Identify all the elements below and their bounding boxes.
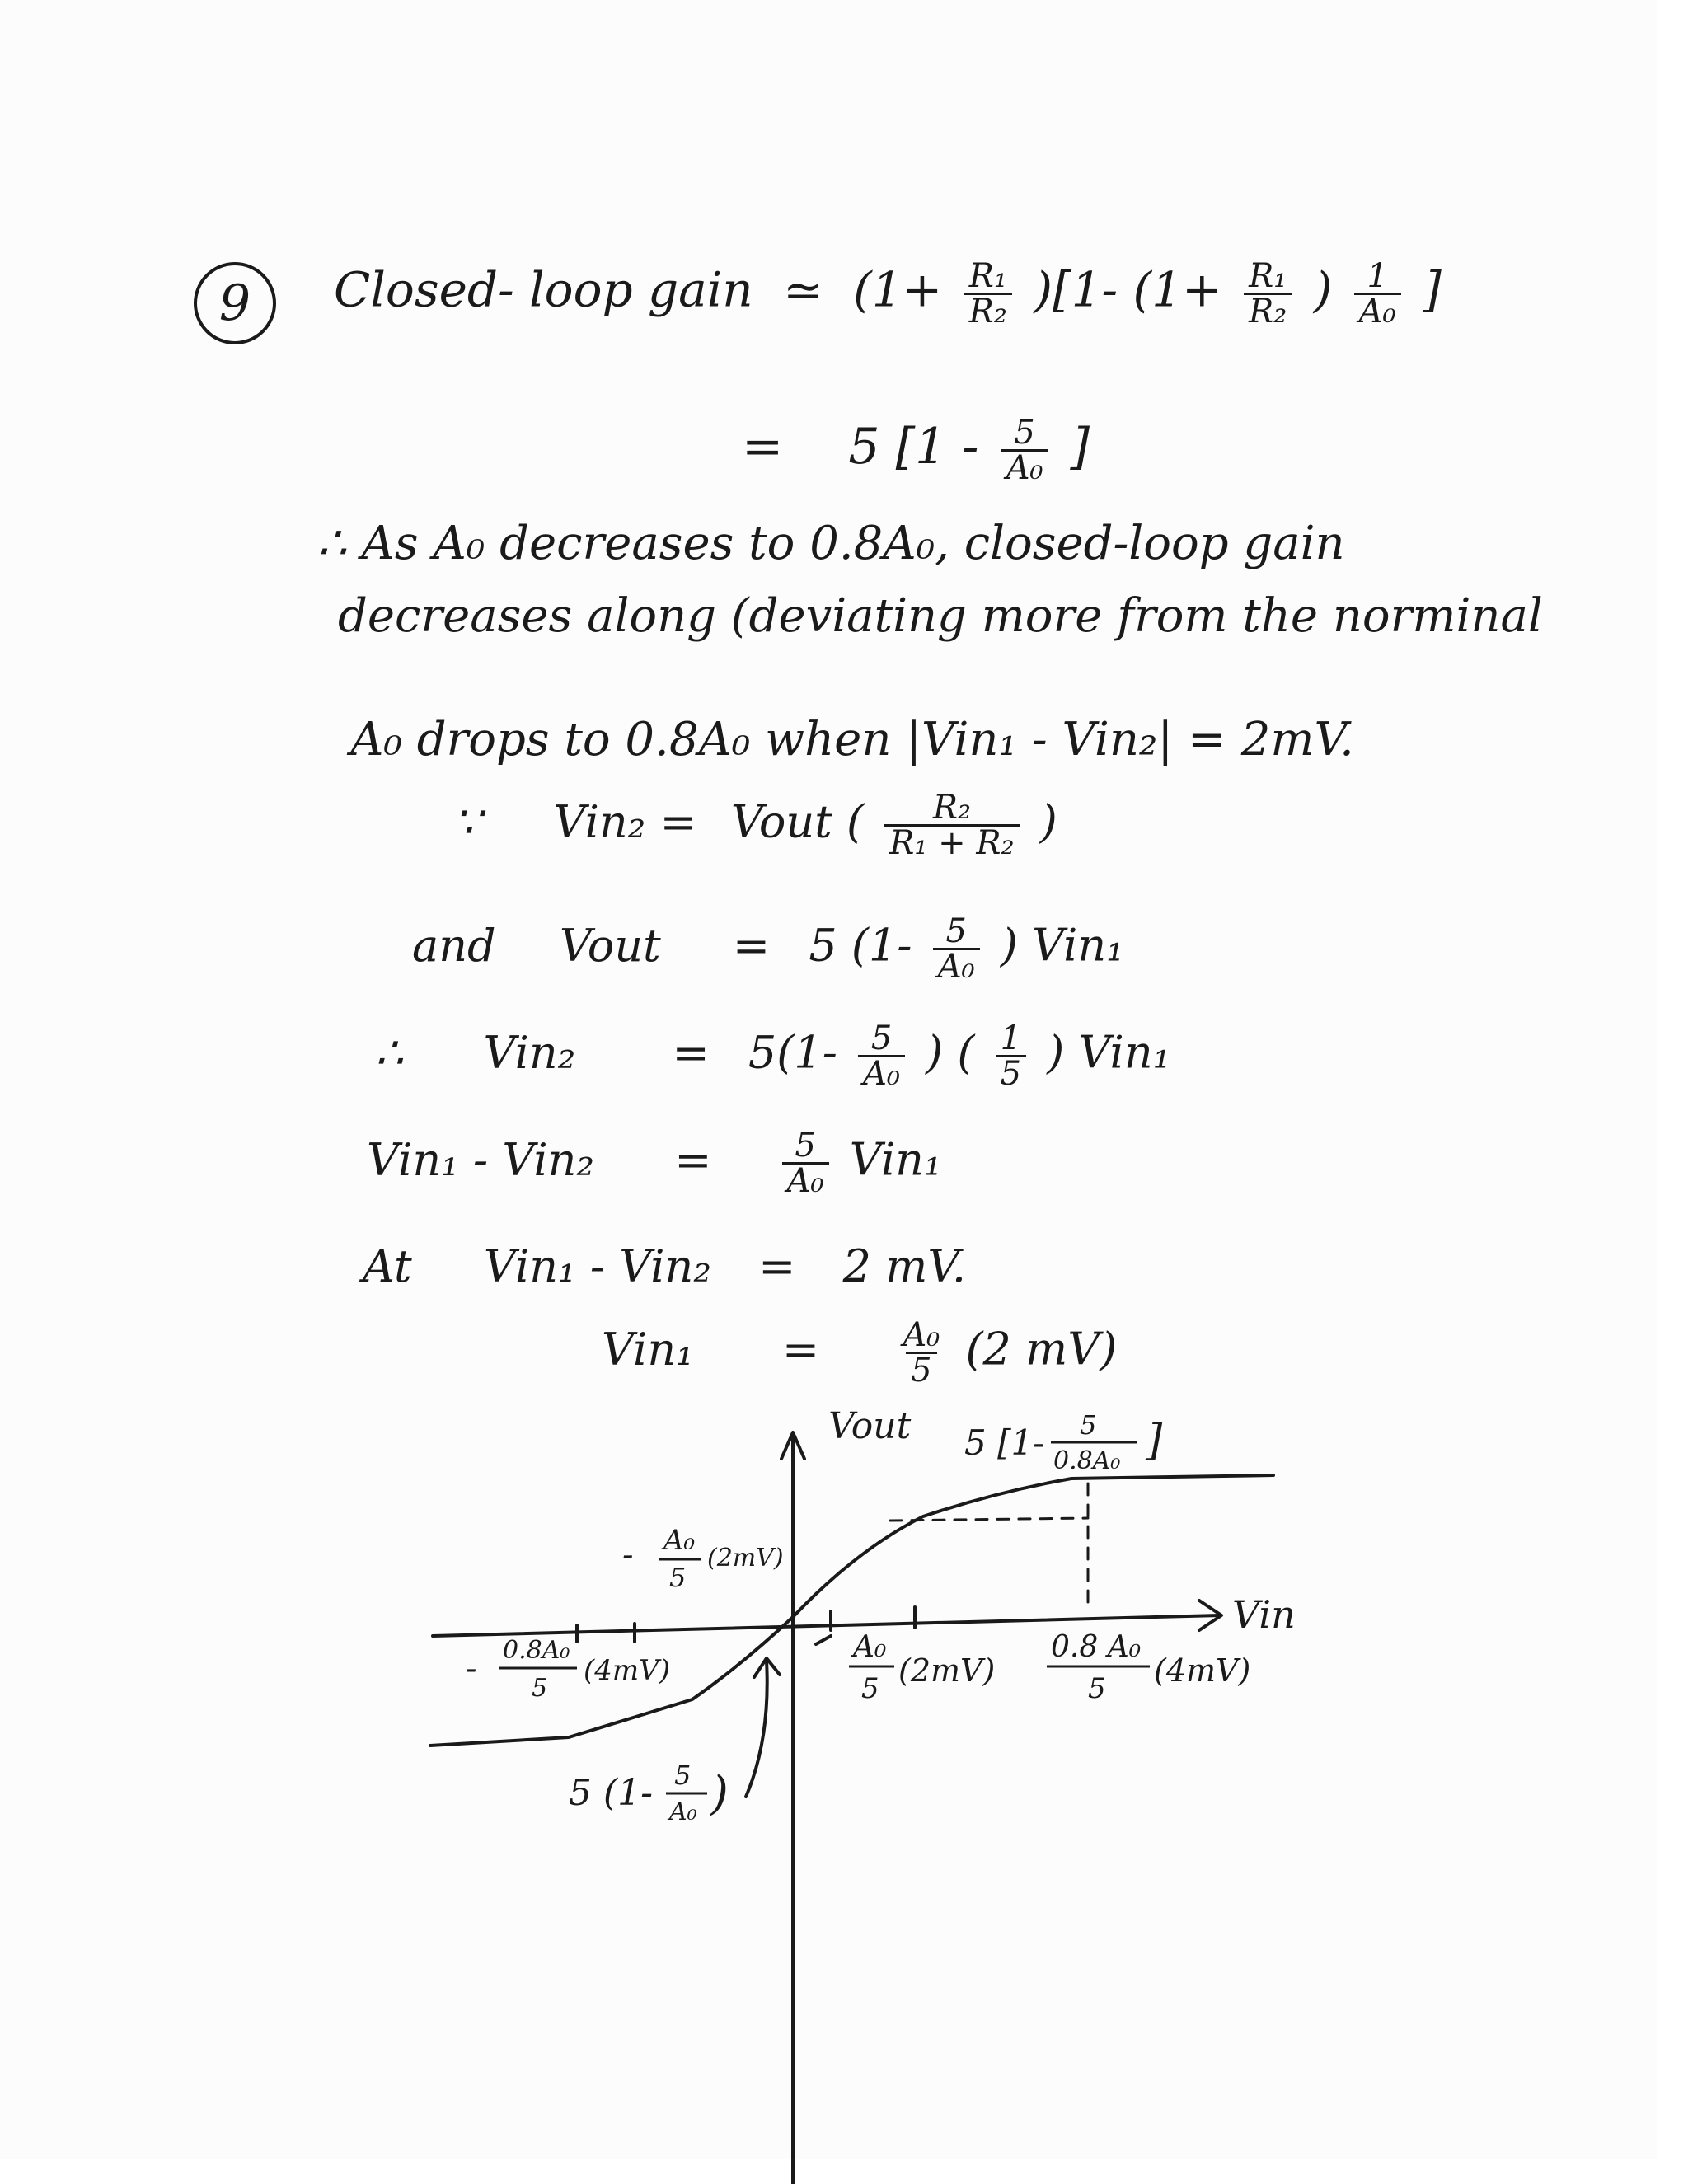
sat-label-den: 0.8A₀ bbox=[1053, 1446, 1121, 1475]
eq1-part-d: ] bbox=[1423, 261, 1442, 318]
eq4-equals: = bbox=[732, 919, 771, 972]
neg-small-num: A₀ bbox=[663, 1524, 696, 1557]
neg-large-post: (4mV) bbox=[584, 1654, 670, 1687]
slope-post: ) bbox=[710, 1767, 729, 1821]
frac-den: A₀ bbox=[1354, 293, 1401, 328]
frac-num: 5 bbox=[870, 1019, 893, 1057]
pos-small-num: A₀ bbox=[853, 1630, 887, 1664]
eq1-part-b: )[1- (1+ bbox=[1034, 261, 1222, 318]
eq7-at: At bbox=[363, 1240, 412, 1292]
sat-label-num: 5 bbox=[1080, 1409, 1097, 1441]
frac-den: R₂ bbox=[964, 293, 1012, 328]
frac-den: 5 bbox=[906, 1352, 936, 1387]
explanation-line-1: ∴ As A₀ decreases to 0.8A₀, closed-loop gain bbox=[317, 517, 1345, 570]
eq1-part-a: (1+ bbox=[853, 261, 943, 318]
eq2-part-b: ] bbox=[1070, 418, 1090, 476]
eq5-lhs: Vin₂ bbox=[483, 1026, 576, 1079]
neg-small-pre: - bbox=[622, 1536, 634, 1574]
frac-num: R₂ bbox=[932, 789, 971, 827]
eq7-lhs: Vin₁ - Vin₂ bbox=[483, 1240, 711, 1292]
pos-large-den: 5 bbox=[1088, 1672, 1106, 1705]
eq5-therefore: ∴ bbox=[375, 1026, 404, 1079]
frac-num: R₁ bbox=[968, 257, 1007, 295]
pos-small-post: (2mV) bbox=[898, 1652, 996, 1689]
neg-large-num: 0.8A₀ bbox=[503, 1636, 570, 1665]
frac-den: R₁ + R₂ bbox=[884, 824, 1019, 860]
eq7-rhs: 2 mV. bbox=[842, 1240, 967, 1292]
frac-num: R₁ bbox=[1249, 257, 1287, 295]
eq4-part-a: 5 (1- bbox=[809, 919, 912, 972]
frac-den: A₀ bbox=[858, 1055, 905, 1090]
eq4-and: and bbox=[412, 919, 496, 972]
eq4-lhs: Vout bbox=[559, 919, 661, 972]
eq2-part-a: 5 [1 - bbox=[848, 418, 979, 476]
eq5-part-a: 5(1- bbox=[748, 1026, 837, 1079]
frac-den: A₀ bbox=[1001, 449, 1048, 485]
frac-num: 5 bbox=[945, 912, 967, 950]
eq3-because: ∵ bbox=[453, 795, 482, 848]
pos-small-den: 5 bbox=[861, 1672, 879, 1705]
eq6-part-b: Vin₁ bbox=[849, 1133, 942, 1186]
eq3-part-b: ) bbox=[1039, 795, 1057, 848]
neg-large-den: 5 bbox=[532, 1674, 548, 1703]
origin-mark bbox=[816, 1636, 831, 1644]
y-axis-label: Vout bbox=[828, 1405, 912, 1447]
slope-pre: 5 (1- bbox=[569, 1772, 654, 1814]
sat-label-post: ] bbox=[1146, 1416, 1163, 1465]
frac-den: 5 bbox=[996, 1055, 1026, 1090]
eq5-equals: = bbox=[672, 1026, 710, 1079]
eq7-equals: = bbox=[758, 1240, 796, 1292]
explanation-line-2: decreases along (deviating more from the norminal bbox=[338, 589, 1543, 643]
slope-pointer-arrow bbox=[746, 1661, 767, 1797]
x-axis-label: Vin bbox=[1232, 1592, 1296, 1637]
eq1-part-c: ) bbox=[1313, 261, 1333, 318]
frac-num: 5 bbox=[1014, 414, 1035, 452]
frac-den: A₀ bbox=[933, 948, 980, 983]
explanation-line-3: A₀ drops to 0.8A₀ when |Vin₁ - Vin₂| = 2mV. bbox=[350, 713, 1354, 766]
frac-num: 5 bbox=[795, 1127, 816, 1165]
eq5-part-c: ) Vin₁ bbox=[1047, 1026, 1171, 1079]
neg-small-post: (2mV) bbox=[707, 1544, 784, 1572]
eq8-lhs: Vin₁ bbox=[602, 1323, 694, 1376]
eq5-part-b: ) ( bbox=[926, 1026, 975, 1079]
eq1-lhs: Closed- loop gain bbox=[334, 261, 753, 318]
sat-label-pre: 5 [1- bbox=[964, 1422, 1045, 1463]
eq6-lhs: Vin₁ - Vin₂ bbox=[367, 1133, 595, 1186]
eq8-equals: = bbox=[781, 1323, 820, 1376]
frac-den: R₂ bbox=[1244, 293, 1292, 328]
neg-large-pre: - bbox=[466, 1650, 477, 1688]
frac-num: A₀ bbox=[903, 1316, 940, 1354]
eq2-equals: = bbox=[742, 418, 784, 476]
neg-small-den: 5 bbox=[669, 1562, 687, 1593]
eq8-part-b: (2 mV) bbox=[965, 1323, 1118, 1376]
pos-large-num: 0.8 A₀ bbox=[1051, 1630, 1142, 1664]
slope-den: A₀ bbox=[669, 1797, 697, 1826]
frac-den: A₀ bbox=[782, 1162, 829, 1197]
frac-num: 1 bbox=[1367, 257, 1388, 295]
slope-num: 5 bbox=[674, 1760, 692, 1791]
eq6-equals: = bbox=[674, 1133, 712, 1186]
eq3-lhs: Vin₂ = bbox=[553, 795, 697, 848]
eq4-part-b: ) Vin₁ bbox=[1000, 919, 1124, 972]
problem-number: 9 bbox=[218, 274, 251, 332]
pos-large-post: (4mV) bbox=[1154, 1652, 1251, 1689]
frac-num: 1 bbox=[1000, 1019, 1022, 1057]
eq3-part-a: Vout ( bbox=[730, 795, 865, 848]
eq1-approx: ≃ bbox=[783, 261, 823, 318]
transfer-curve bbox=[430, 1475, 1273, 1746]
